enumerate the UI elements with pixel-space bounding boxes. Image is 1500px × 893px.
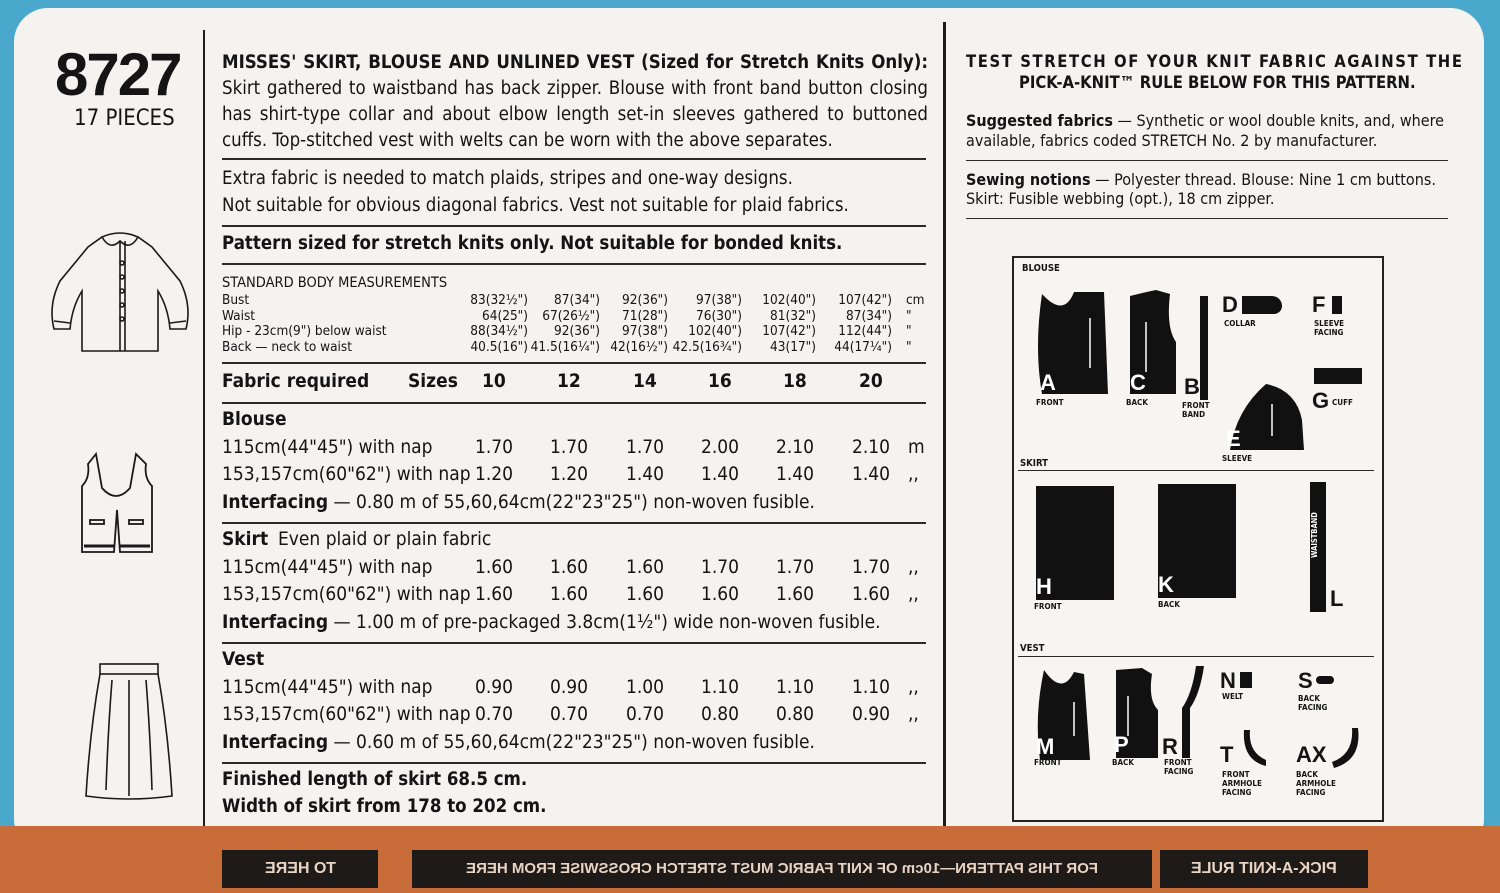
vest-yardage-value: 0.80 [701, 703, 740, 725]
measurement-value: 44(17¼") [834, 338, 892, 355]
finished-length: Finished length of skirt 68.5 cm. [222, 769, 528, 790]
measurement-value: 81(32") [770, 307, 816, 324]
piece-l-label: WAISTBAND [1310, 512, 1319, 558]
suggested-fabrics-cont: available, fabrics coded STRETCH No. 2 by manufacturer. [966, 131, 1378, 150]
note-stretch-only: Pattern sized for stretch knits only. Not suitable for bonded knits. [222, 233, 843, 254]
vest-yardage-value: 0.70 [550, 703, 589, 725]
skirt-yardage-value: 1.60 [550, 556, 589, 578]
blouse-yardage-value: 2.10 [776, 436, 815, 458]
piece-d-letter: D [1222, 292, 1238, 317]
piece-s-label: BACK FACING [1298, 694, 1328, 712]
skirt-yardage-value: 1.70 [701, 556, 740, 578]
measurements-title: STANDARD BODY MEASUREMENTS [222, 275, 448, 291]
skirt-section-title: SKIRT [1020, 458, 1048, 469]
piece-h-letter: H [1036, 574, 1052, 599]
measurement-label: Back — neck to waist [222, 338, 352, 355]
instruction-text: FOR THIS PATTERN—10cm OF KNIT FABRIC MUST STRETCH CROSSWISE FROM HERE [466, 860, 1098, 877]
piece-k-letter: K [1158, 572, 1174, 597]
piece-f-sleeve-facing-shape [1332, 296, 1342, 314]
blouse-yardage-value: 1.20 [550, 463, 589, 485]
finished-width: Width of skirt from 178 to 202 cm. [222, 796, 547, 817]
measurement-value: 102(40") [762, 292, 816, 308]
size-20: 20 [859, 370, 883, 392]
piece-l-letter: L [1330, 586, 1344, 611]
piece-n-welt-shape [1240, 672, 1252, 688]
skirt-sketch [84, 660, 174, 800]
skirt-section-title: Skirt [222, 528, 269, 550]
vest-yardage-unit: ,, [908, 676, 919, 698]
piece-s-back-facing-shape [1316, 676, 1334, 684]
divider [222, 263, 926, 265]
skirt-yardage-label: 115cm(44"45") with nap [222, 556, 433, 578]
vest-yardage-value: 1.00 [626, 676, 665, 698]
piece-g-cuff-shape [1314, 368, 1362, 384]
piece-a-label: FRONT [1036, 398, 1064, 407]
measurement-unit: cm [906, 292, 925, 308]
piece-r-front-facing-shape [1178, 664, 1208, 760]
piece-n-letter: N [1220, 668, 1236, 693]
measurement-value: 97(38") [622, 323, 668, 339]
blouse-yardage-value: 1.70 [475, 436, 514, 458]
piece-f-label: SLEEVE FACING [1314, 319, 1345, 337]
blouse-yardage-label: 115cm(44"45") with nap [222, 436, 433, 458]
vest-yardage-value: 0.90 [475, 676, 514, 698]
rule-text: PICK-A-KNIT RULE [1191, 860, 1337, 877]
section-divider [1018, 470, 1374, 471]
measurement-value: 71(28") [622, 307, 668, 324]
interfacing-label: Interfacing [222, 611, 329, 633]
measurement-value: 76(30") [696, 307, 742, 324]
size-14: 14 [633, 370, 657, 392]
piece-m-label: FRONT [1034, 758, 1062, 767]
piece-b-letter: B [1184, 374, 1200, 399]
description-body: Skirt gathered to waistband has back zipper. Blouse with front band button closing has shirt-type collar and about elbow length set-in sleeves gathered to buttoned cuffs. Top-stitched vest with welts can be worn with the above separates. [222, 78, 928, 151]
vest-yardage-value: 0.70 [626, 703, 665, 725]
measurement-value: 92(36") [622, 292, 668, 308]
piece-d-collar-shape [1242, 296, 1282, 314]
blouse-yardage-value: 1.70 [550, 436, 589, 458]
piece-g-label: CUFF [1332, 398, 1353, 407]
blouse-sketch [40, 225, 200, 355]
measurement-label: Bust [222, 292, 250, 308]
sizes-label: Sizes [408, 370, 458, 392]
blouse-yardage-label: 153,157cm(60"62") with nap [222, 463, 471, 485]
skirt-yardage-unit: ,, [908, 583, 919, 605]
divider [222, 362, 926, 364]
right-column-divider [943, 22, 946, 832]
description-title: MISSES' SKIRT, BLOUSE AND UNLINED VEST (Sized for Stretch Knits Only): [222, 52, 928, 73]
measurement-value: 43(17") [770, 338, 816, 355]
interfacing-text: — 0.80 m of 55,60,64cm(22"23"25") non-woven fusible. [333, 491, 815, 513]
stretch-test-line2: PICK-A-KNIT™ RULE BELOW FOR THIS PATTERN. [1019, 73, 1416, 92]
piece-a-letter: A [1040, 370, 1056, 395]
measurement-label: Hip - 23cm(9") below waist [222, 323, 387, 339]
divider [222, 762, 926, 764]
stretch-test-line1: TEST STRETCH OF YOUR KNIT FABRIC AGAINST THE [966, 52, 1464, 71]
sewing-notions-cont: Skirt: Fusible webbing (opt.), 18 cm zipper. [966, 189, 1275, 208]
measurement-value: 87(34") [554, 292, 600, 308]
size-10: 10 [482, 370, 506, 392]
blouse-yardage-value: 1.40 [701, 463, 740, 485]
skirt-yardage-value: 1.60 [550, 583, 589, 605]
divider [966, 218, 1448, 219]
vest-interfacing [222, 731, 815, 753]
measurement-value: 107(42") [762, 323, 816, 339]
piece-m-letter: M [1036, 734, 1055, 759]
piece-r-letter: R [1162, 734, 1178, 759]
suggested-fabrics-text: — Synthetic or wool double knits, and, where [1112, 111, 1445, 130]
measurement-value: 40.5(16") [470, 338, 528, 355]
measurement-value: 87(34") [846, 307, 892, 324]
section-divider [1018, 656, 1374, 657]
pattern-number: 8727 [55, 41, 181, 108]
blouse-yardage-value: 1.40 [776, 463, 815, 485]
piece-t-front-armhole-facing-shape [1238, 728, 1270, 768]
skirt-yardage-value: 1.60 [776, 583, 815, 605]
interfacing-label: Interfacing [222, 731, 329, 753]
divider [222, 402, 926, 404]
piece-b-front-band-shape [1200, 296, 1208, 400]
skirt-yardage-label: 153,157cm(60"62") with nap [222, 583, 471, 605]
pattern-pieces-diagram [1012, 256, 1384, 822]
rule-tab [1160, 850, 1368, 888]
blouse-yardage-value: 2.00 [701, 436, 740, 458]
measurement-value: 92(36") [554, 323, 600, 339]
sewing-notions [966, 170, 1436, 189]
fabric-required-header: Fabric required [222, 370, 370, 392]
suggested-fabrics [966, 111, 1444, 130]
to-here-tab [222, 850, 378, 888]
skirt-yardage-value: 1.60 [475, 556, 514, 578]
sewing-notions-label: Sewing notions [966, 170, 1091, 189]
vest-yardage-unit: ,, [908, 703, 919, 725]
piece-n-label: WELT [1222, 692, 1244, 701]
piece-d-label: COLLAR [1224, 319, 1256, 328]
measurement-value: 107(42") [838, 292, 892, 308]
measurement-value: 88(34½") [470, 323, 528, 339]
vest-yardage-value: 1.10 [852, 676, 891, 698]
piece-count: 17 PIECES [74, 106, 175, 131]
piece-t-letter: T [1220, 742, 1234, 767]
skirt-yardage-value: 1.60 [626, 556, 665, 578]
measurement-label: Waist [222, 307, 256, 324]
vest-yardage-value: 0.90 [550, 676, 589, 698]
vest-yardage-value: 1.10 [776, 676, 815, 698]
skirt-yardage-value: 1.70 [776, 556, 815, 578]
suggested-fabrics-label: Suggested fabrics [966, 111, 1113, 130]
blouse-yardage-unit: ,, [908, 463, 919, 485]
skirt-interfacing [222, 611, 881, 633]
divider [222, 225, 926, 227]
divider [222, 642, 926, 644]
skirt-yardage-value: 1.60 [626, 583, 665, 605]
blouse-section-title: Blouse [222, 408, 287, 430]
piece-p-letter: P [1114, 732, 1129, 757]
piece-r-label: FRONT FACING [1164, 758, 1194, 776]
measurement-unit: " [906, 338, 912, 355]
blouse-section-title: BLOUSE [1022, 263, 1060, 274]
sewing-notions-text: — Polyester thread. Blouse: Nine 1 cm buttons. [1090, 170, 1436, 189]
piece-p-label: BACK [1112, 758, 1134, 767]
vest-yardage-label: 115cm(44"45") with nap [222, 676, 433, 698]
piece-k-label: BACK [1158, 600, 1180, 609]
piece-f-letter: F [1312, 292, 1326, 317]
measurement-value: 42(16½") [610, 338, 668, 355]
piece-b-label: FRONT BAND [1182, 401, 1210, 419]
piece-ax-letter: AX [1296, 742, 1327, 767]
skirt-yardage-value: 1.60 [852, 583, 891, 605]
pattern-description [222, 50, 928, 154]
interfacing-text: — 1.00 m of pre-packaged 3.8cm(1½") wide non-woven fusible. [333, 611, 881, 633]
measurement-value: 64(25") [482, 307, 528, 324]
piece-c-letter: C [1130, 370, 1146, 395]
vest-yardage-value: 0.80 [776, 703, 815, 725]
skirt-yardage-value: 1.60 [475, 583, 514, 605]
vest-yardage-value: 0.70 [475, 703, 514, 725]
measurement-value: 112(44") [838, 323, 892, 339]
blouse-yardage-value: 1.70 [626, 436, 665, 458]
size-16: 16 [708, 370, 732, 392]
piece-c-label: BACK [1126, 398, 1148, 407]
blouse-yardage-value: 1.20 [475, 463, 514, 485]
piece-ax-label: BACK ARMHOLE FACING [1296, 770, 1336, 797]
skirt-yardage-unit: ,, [908, 556, 919, 578]
skirt-section-subtitle: Even plaid or plain fabric [278, 528, 492, 550]
instruction-tab [412, 850, 1152, 888]
vest-yardage-label: 153,157cm(60"62") with nap [222, 703, 471, 725]
interfacing-label: Interfacing [222, 491, 329, 513]
piece-e-letter: E [1226, 426, 1241, 451]
blouse-yardage-value: 2.10 [852, 436, 891, 458]
piece-ax-back-armhole-facing-shape [1330, 726, 1362, 770]
measurement-value: 102(40") [688, 323, 742, 339]
measurement-value: 67(26½") [542, 307, 600, 324]
vest-section-title: VEST [1020, 643, 1045, 654]
measurement-unit: " [906, 307, 912, 324]
blouse-interfacing [222, 491, 815, 513]
vest-yardage-value: 1.10 [701, 676, 740, 698]
measurement-value: 41.5(16¼") [530, 338, 600, 355]
vest-section-title: Vest [222, 648, 265, 670]
blouse-yardage-value: 1.40 [626, 463, 665, 485]
skirt-yardage-value: 1.60 [701, 583, 740, 605]
skirt-yardage-value: 1.70 [852, 556, 891, 578]
piece-h-label: FRONT [1034, 602, 1062, 611]
piece-e-label: SLEEVE [1222, 454, 1253, 463]
vest-yardage-value: 0.90 [852, 703, 891, 725]
blouse-yardage-unit: m [908, 436, 925, 458]
left-column-divider [203, 30, 205, 830]
note-diagonal: Not suitable for obvious diagonal fabrics. Vest not suitable for plaid fabrics. [222, 195, 849, 216]
measurement-value: 42.5(16¾") [672, 338, 742, 355]
measurement-unit: " [906, 323, 912, 339]
divider [222, 158, 926, 160]
measurement-value: 97(38") [696, 292, 742, 308]
interfacing-text: — 0.60 m of 55,60,64cm(22"23"25") non-woven fusible. [333, 731, 815, 753]
piece-t-label: FRONT ARMHOLE FACING [1222, 770, 1262, 797]
vest-sketch [72, 448, 162, 558]
measurement-value: 83(32½") [470, 292, 528, 308]
divider [966, 160, 1448, 161]
to-here-text: TO HERE [264, 860, 336, 877]
piece-g-letter: G [1312, 388, 1330, 413]
size-18: 18 [783, 370, 807, 392]
size-12: 12 [557, 370, 581, 392]
blouse-yardage-value: 1.40 [852, 463, 891, 485]
note-plaids: Extra fabric is needed to match plaids, stripes and one-way designs. [222, 168, 793, 189]
piece-s-letter: S [1298, 668, 1313, 693]
divider [222, 522, 926, 524]
